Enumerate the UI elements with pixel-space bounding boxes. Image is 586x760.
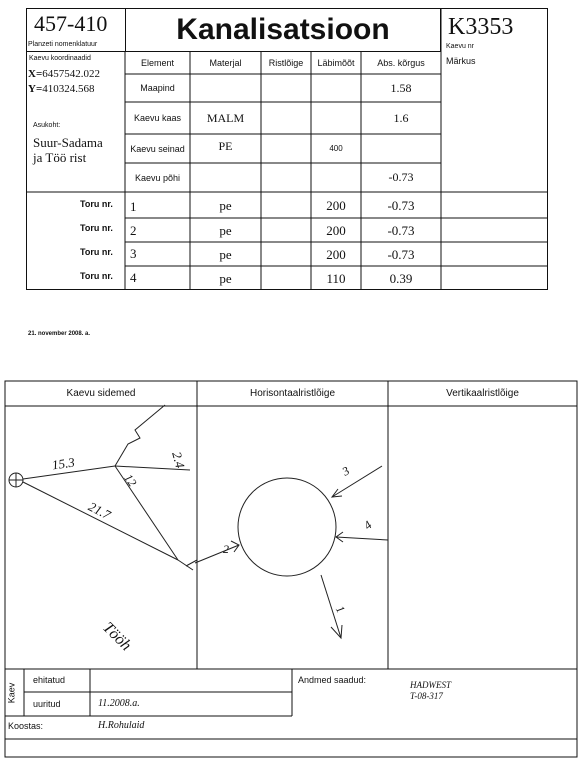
location-line-1: Suur-Sadama	[33, 135, 103, 150]
sketch-label: 1	[332, 603, 348, 616]
col-header-cross-section: Ristlõige	[268, 58, 304, 68]
row-element-label: Kaevu seinad	[130, 143, 185, 154]
vertical-section-title: Vertikaalristlõige	[446, 388, 519, 399]
data-from-label: Andmed saadud:	[298, 675, 367, 685]
horizontal-section-title: Horisontaalristlõige	[249, 388, 336, 399]
pipe-nr: 4	[130, 270, 137, 285]
date-note: 21. november 2008. a.	[28, 331, 91, 337]
row-element-label: Maapind	[140, 83, 175, 93]
well-caption: Kaevu nr	[446, 43, 475, 50]
pipe-material: pe	[219, 222, 232, 238]
sketch-label: 3	[339, 463, 352, 479]
row-abs-value: 1.58	[390, 80, 412, 95]
sketch-label: 12	[121, 471, 140, 490]
row-abs-value: 1.6	[393, 110, 409, 125]
author-value: H.Rohulaid	[98, 720, 145, 731]
pipe-label: Toru nr.	[80, 271, 113, 281]
col-header-element: Element	[140, 58, 175, 68]
surveyed-label: uuritud	[33, 699, 61, 709]
row-diameter-value: 400	[329, 144, 343, 153]
pipe-diameter: 200	[326, 222, 346, 238]
planzet-code: 457-410	[34, 11, 108, 36]
pipe-nr: 3	[130, 246, 137, 261]
sketch-label: Tööh	[99, 619, 135, 655]
col-header-remarks: Märkus	[446, 56, 476, 66]
data-from-line-1: HADWEST	[410, 680, 451, 690]
ties-title: Kaevu sidemed	[66, 388, 136, 399]
pipe-abs: 0.39	[389, 270, 413, 286]
pipe-nr: 2	[130, 223, 137, 238]
pipe-diameter: 110	[326, 270, 346, 286]
pipe-material: pe	[219, 198, 232, 213]
sketch-label: 4	[360, 517, 375, 533]
location-line-2: ja Töö rist	[33, 150, 87, 165]
row-element-label: Kaevu põhi	[134, 172, 181, 183]
row-material-value: PE	[218, 138, 233, 153]
y-coordinate: Y=410324.568	[28, 83, 95, 95]
location-title: Asukoht:	[33, 122, 61, 129]
pipe-diameter: 200	[326, 198, 346, 213]
pipe-abs: -0.73	[387, 222, 415, 238]
col-header-material: Materjal	[209, 58, 242, 68]
data-from-line-2: T-08-317	[410, 691, 443, 701]
pipe-nr: 1	[130, 199, 137, 214]
sketch-label: 2	[223, 542, 229, 556]
sketch-label: 21.7	[86, 498, 114, 523]
footer-side-label: Kaev	[6, 682, 17, 704]
row-element-label: Kaevu kaas	[133, 113, 182, 123]
coords-title: Kaevu koordinaadid	[29, 55, 91, 62]
pipe-abs: -0.73	[387, 246, 415, 262]
pipe-label: Toru nr.	[80, 223, 113, 233]
pipe-label: Toru nr.	[80, 247, 113, 257]
x-coordinate: X=6457542.022	[28, 68, 100, 80]
col-header-abs-height: Abs. kõrgus	[377, 58, 425, 68]
page-title: Kanalisatsioon	[176, 13, 390, 46]
well-code: K3353	[448, 14, 514, 40]
author-label: Koostas:	[8, 721, 44, 731]
col-header-diameter: Läbimõõt	[317, 58, 355, 68]
built-label: ehitatud	[33, 675, 66, 685]
planzet-caption: Planzeti nomenklatuur	[28, 41, 98, 48]
sketch-label: 2.4	[169, 450, 188, 470]
pipe-material: pe	[219, 270, 232, 286]
pipe-label: Toru nr.	[80, 199, 113, 209]
ties-sketch	[9, 405, 197, 570]
pipe-abs: -0.73	[387, 198, 415, 213]
sketch-label: 15.3	[50, 454, 76, 473]
pipe-material: pe	[219, 246, 232, 262]
pipe-diameter: 200	[326, 246, 346, 262]
surveyed-value: 11.2008.a.	[98, 698, 140, 709]
row-abs-value: -0.73	[388, 170, 414, 184]
row-material-value: MALM	[206, 110, 245, 125]
